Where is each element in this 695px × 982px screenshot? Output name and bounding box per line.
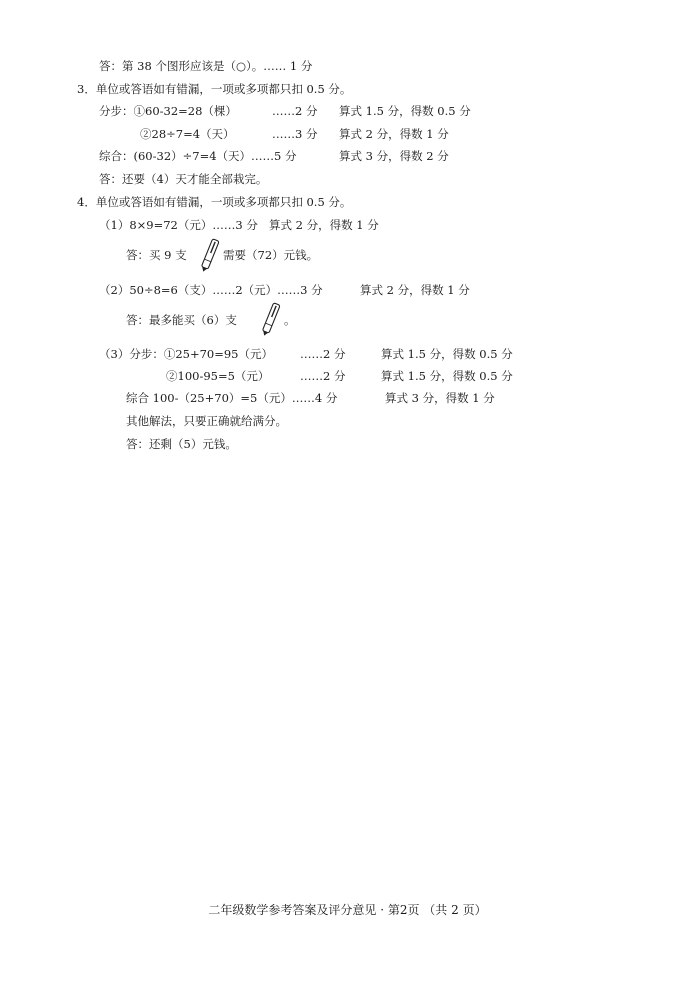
q4-part3-step2-formula: ②100-95=5（元）	[166, 369, 270, 383]
q4-part3-step1-score: ……2 分	[300, 347, 346, 361]
q4-part2-answer-text: 答：最多能买（6）支	[126, 313, 237, 327]
question-4-heading: 4．单位或答语如有错漏，一项或多项都只扣 0.5 分。	[77, 195, 352, 209]
q4-part1-formula: （1）8×9=72（元）……3 分	[99, 218, 258, 232]
q3-step1-breakdown: 算式 1.5 分，得数 0.5 分	[339, 104, 471, 118]
q3-step1-formula: 分步：①60-32=28（棵）	[99, 104, 237, 118]
q3-step1-score: ……2 分	[272, 104, 318, 118]
q4-part3-step1-breakdown: 算式 1.5 分，得数 0.5 分	[381, 347, 513, 361]
q4-part1-answer-tail: 需要（72）元钱。	[223, 248, 319, 262]
q4-part3-combined-formula: 综合 100-（25+70）=5（元）……4 分	[126, 391, 338, 405]
q3-step2-formula: ②28÷7=4（天）	[140, 127, 235, 141]
page-footer: 二年级数学参考答案及评分意见 · 第2页 （共 2 页）	[208, 903, 487, 917]
q3-combined-formula: 综合：(60-32）÷7=4（天）……5 分	[99, 149, 297, 163]
q4-part2-formula: （2）50÷8=6（支）……2（元）……3 分	[99, 283, 323, 297]
q4-part1-answer-text: 答：买 9 支	[126, 248, 187, 262]
pen-icon	[258, 301, 284, 339]
q4-part3-step2-score: ……2 分	[300, 369, 346, 383]
q3-answer-line: 答：还要（4）天才能全部栽完。	[99, 172, 268, 186]
question-3-heading: 3．单位或答语如有错漏，一项或多项都只扣 0.5 分。	[77, 82, 352, 96]
q3-step2-breakdown: 算式 2 分，得数 1 分	[339, 127, 449, 141]
q4-part3-combined-breakdown: 算式 3 分，得数 1 分	[385, 391, 495, 405]
q4-part2-breakdown: 算式 2 分，得数 1 分	[360, 283, 470, 297]
q3-step2-score: ……3 分	[272, 127, 318, 141]
q4-part2-answer-tail: 。	[284, 313, 296, 327]
q4-part3-answer-line: 答：还剩（5）元钱。	[126, 437, 237, 451]
answer-line-38th-figure: 答：第 38 个图形应该是（○）。…… 1 分	[99, 59, 313, 73]
q3-combined-breakdown: 算式 3 分，得数 2 分	[339, 149, 449, 163]
q4-part3-step2-breakdown: 算式 1.5 分，得数 0.5 分	[381, 369, 513, 383]
other-methods-note: 其他解法，只要正确就给满分。	[126, 414, 287, 428]
q4-part1-breakdown: 算式 2 分，得数 1 分	[269, 218, 379, 232]
pen-icon	[197, 237, 223, 275]
q4-part3-step1-formula: （3）分步：①25+70=95（元）	[99, 347, 273, 361]
